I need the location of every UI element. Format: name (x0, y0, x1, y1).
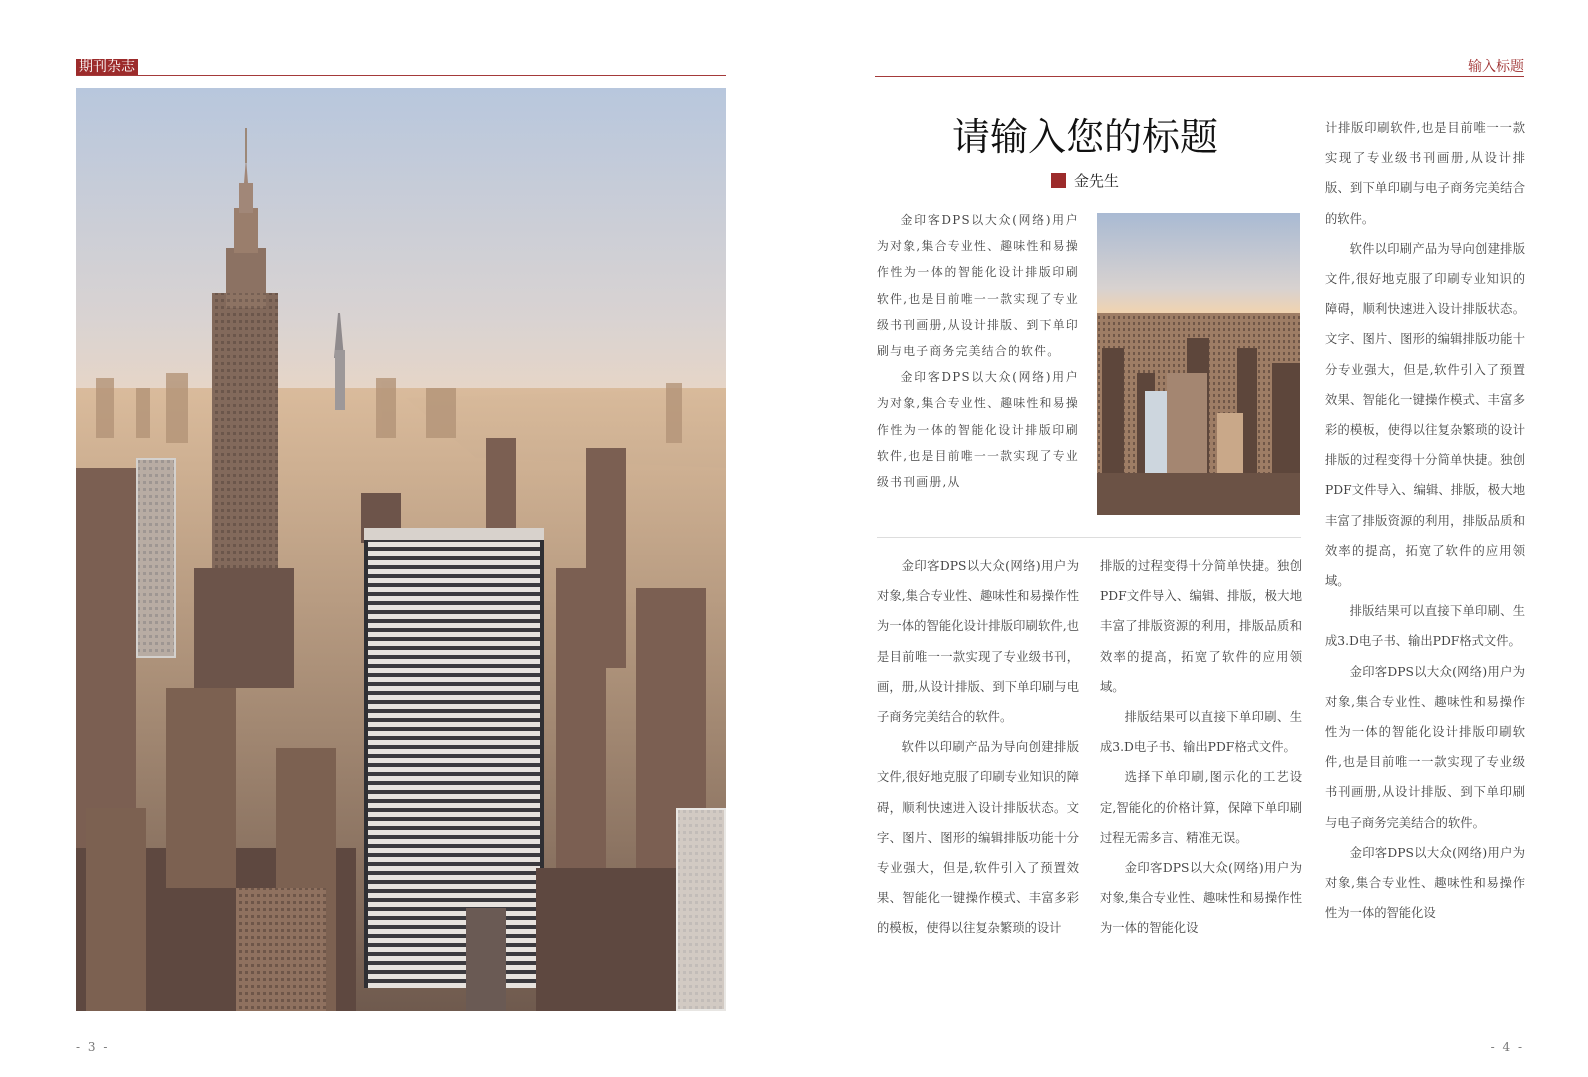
body-column-3 (1325, 113, 1525, 928)
section-divider (877, 537, 1301, 538)
body-paragraph: 金印客DPS以大众(网络)用户为对象,集合专业性、趣味性和易操作性为一体的智能化设 (1100, 861, 1302, 936)
body-paragraph-continued: 排版的过程变得十分简单快捷。独创PDF文件导入、编辑、排版，极大地丰富了排版资源的利用，排版品质和效率的提高，拓宽了软件的应用领域。 (1100, 559, 1302, 694)
magazine-tag: 期刊杂志 (76, 59, 138, 76)
city-skyline-photo (76, 88, 726, 1011)
page-number-right: - 4 - (1490, 1040, 1524, 1054)
intro-paragraph: 金印客DPS以大众(网络)用户为对象,集合专业性、趣味性和易操作性为一体的智能化设计排版印刷软件,也是目前唯一一款实现了专业级书刊画册,从 (877, 370, 1079, 490)
author-name: 金先生 (1073, 172, 1119, 190)
article-title: 请输入您的标题 (951, 115, 1218, 159)
city-aerial-photo (1097, 213, 1300, 515)
body-column-2 (1100, 551, 1302, 944)
header-rule-left (76, 75, 726, 76)
body-paragraph: 选择下单印刷,图示化的工艺设定,智能化的价格计算，保障下单印刷过程无需多言、精准无误。 (1100, 770, 1302, 845)
intro-column (877, 207, 1079, 495)
author-square-icon (1051, 173, 1066, 188)
body-paragraph: 软件以印刷产品为导向创建排版文件,很好地克服了印刷专业知识的障碍，顺利快速进入设计排版状态。文字、图片、图形的编辑排版功能十分专业强大，但是,软件引入了预置效果、智能化一键操作模式、丰富多彩的模板，使得以往复杂繁琐的设计 (877, 740, 1079, 936)
body-paragraph-continued: 计排版印刷软件,也是目前唯一一款实现了专业级书刊画册,从设计排版、到下单印刷与电子商务完美结合的软件。 (1325, 121, 1525, 226)
section-title: 输入标题 (1468, 59, 1524, 75)
body-column-1 (877, 551, 1079, 944)
body-paragraph: 软件以印刷产品为导向创建排版文件,很好地克服了印刷专业知识的障碍，顺利快速进入设计排版状态。文字、图片、图形的编辑排版功能十分专业强大，但是,软件引入了预置效果、智能化一键操作模式、丰富多彩的模板，使得以往复杂繁琐的设计排版的过程变得十分简单快捷。独创PDF文件导入、编辑、排版，极大地丰富了排版资源的利用，排版品质和效率的提高，拓宽了软件的应用领域。 (1325, 241, 1525, 589)
body-paragraph: 金印客DPS以大众(网络)用户为对象,集合专业性、趣味性和易操作性为一体的智能化设计排版印刷软件,也是目前唯一一款实现了专业级书刊，画，册,从设计排版、到下单印刷与电子商务完美结合的软件。 (877, 559, 1079, 725)
header-rule-right (875, 76, 1524, 77)
author-line (875, 170, 1295, 192)
page-number-left: - 3 - (76, 1040, 110, 1054)
intro-paragraph: 金印客DPS以大众(网络)用户为对象,集合专业性、趣味性和易操作性为一体的智能化设计排版印刷软件,也是目前唯一一款实现了专业级书刊画册,从设计排版、到下单印刷与电子商务完美结合的软件。 (877, 213, 1079, 359)
body-paragraph: 金印客DPS以大众(网络)用户为对象,集合专业性、趣味性和易操作性为一体的智能化设计排版印刷软件,也是目前唯一一款实现了专业级书刊画册,从设计排版、到下单印刷与电子商务完美结合的软件。 (1325, 664, 1525, 830)
body-paragraph: 金印客DPS以大众(网络)用户为对象,集合专业性、趣味性和易操作性为一体的智能化设 (1325, 845, 1525, 921)
body-paragraph: 排版结果可以直接下单印刷、生成3.D电子书、输出PDF格式文件。 (1100, 710, 1302, 755)
body-paragraph: 排版结果可以直接下单印刷、生成3.D电子书、输出PDF格式文件。 (1325, 604, 1525, 649)
